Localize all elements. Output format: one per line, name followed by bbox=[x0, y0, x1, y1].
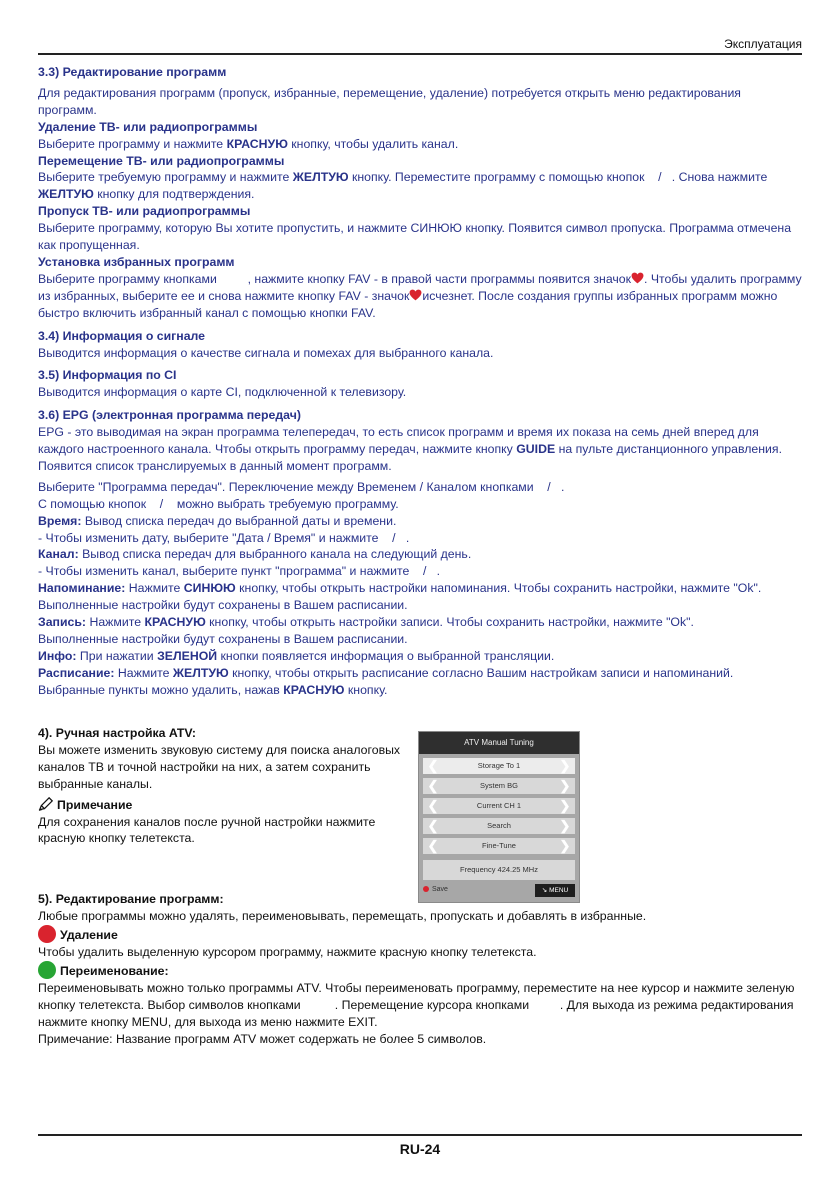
epg-select-text: Выберите "Программа передач". Переключение между Временем / Каналом кнопками / . bbox=[38, 479, 565, 494]
epg-schedule: Расписание: Нажмите ЖЕЛТУЮ кнопку, чтобы открыть расписание согласно Вашим настройкам записи и напоминаний. bbox=[38, 665, 734, 680]
move-text: Выберите требуемую программу и нажмите ЖЕЛТУЮ кнопку. Переместите программу с помощью кнопок / . Снова нажмите ЖЕЛТУЮ кнопку для подтверждения. bbox=[38, 170, 768, 202]
atv-manual-tuning-menu bbox=[418, 731, 580, 903]
rename-text: Переименовывать можно только программы ATV. Чтобы переименовать программу, переместите на нее курсор и нажмите зеленую кнопку телетекста. Выбор символов кнопками . Перемещение курсора кнопками . Для выхода из режима редактирования нажмите кнопку MENU, для выхода из меню нажмите EXIT. bbox=[38, 980, 795, 1029]
epg-reminder: Напоминание: Нажмите СИНЮЮ кнопку, чтобы открыть настройки напоминания. Чтобы сохранить настройки, нажмите "Ok". bbox=[38, 581, 762, 596]
epg-channel: Канал: Вывод списка передач для выбранного канала на следующий день. bbox=[38, 547, 472, 562]
epg-time: Время: Вывод списка передач до выбранной даты и времени. bbox=[38, 513, 397, 528]
section-3-5-heading: 3.5) Информация по CI bbox=[38, 368, 177, 383]
pencil-icon bbox=[38, 797, 54, 811]
chevron-right-icon[interactable]: ❯ bbox=[559, 758, 571, 773]
move-heading: Перемещение ТВ- или радиопрограммы bbox=[38, 153, 285, 168]
page-header: Эксплуатация bbox=[724, 37, 802, 51]
chevron-right-icon[interactable]: ❯ bbox=[559, 838, 571, 853]
section-3-4-text: Выводится информация о качестве сигнала и помехах для выбранного канала. bbox=[38, 345, 494, 360]
chevron-right-icon[interactable]: ❯ bbox=[559, 798, 571, 813]
tv-menu-row[interactable]: ❮ Search ❯ bbox=[423, 818, 575, 834]
tv-menu-row[interactable]: ❮ Fine-Tune ❯ bbox=[423, 838, 575, 854]
section-3-4-heading: 3.4) Информация о сигнале bbox=[38, 328, 206, 343]
footer-divider bbox=[38, 1134, 802, 1136]
epg-choose-text: С помощью кнопок / можно выбрать требуемую программу. bbox=[38, 496, 399, 511]
tv-menu-title: ATV Manual Tuning bbox=[419, 732, 579, 754]
section-3-5-text: Выводится информация о карте CI, подключенной к телевизору. bbox=[38, 385, 407, 400]
note-text: Для сохранения каналов после ручной настройки нажмите красную кнопку телетекста. bbox=[38, 814, 376, 846]
delete-item-text: Чтобы удалить выделенную курсором программу, нажмите красную кнопку телетекста. bbox=[38, 945, 537, 960]
tv-menu-row[interactable]: ❮ Current CH 1 ❯ bbox=[423, 798, 575, 814]
note-heading: Примечание bbox=[38, 797, 410, 814]
favorites-heading: Установка избранных программ bbox=[38, 254, 235, 269]
delete-heading: Удаление ТВ- или радиопрограммы bbox=[38, 119, 258, 134]
epg-channel-hint: - Чтобы изменить канал, выберите пункт "программа" и нажмите / . bbox=[38, 564, 441, 579]
chevron-left-icon[interactable]: ❮ bbox=[427, 818, 439, 833]
red-button-icon bbox=[38, 925, 56, 943]
skip-text: Выберите программу, которую Вы хотите пропустить, и нажмите СИНЮЮ кнопку. Появится символ пропуска. Программа отмечена как пропущенная. bbox=[38, 221, 792, 253]
chevron-right-icon[interactable]: ❯ bbox=[559, 818, 571, 833]
tv-frequency: Frequency 424.25 MHz bbox=[423, 860, 575, 880]
epg-time-hint: - Чтобы изменить дату, выберите "Дата / Время" и нажмите / . bbox=[38, 530, 410, 545]
tv-menu-button[interactable]: ↘ MENU bbox=[535, 884, 575, 897]
red-dot-icon bbox=[423, 886, 429, 892]
tv-save-hint: Save bbox=[423, 886, 448, 893]
tv-menu-row[interactable]: ❮ System BG ❯ bbox=[423, 778, 575, 794]
chevron-left-icon[interactable]: ❮ bbox=[427, 758, 439, 773]
section-5-intro: Любые программы можно удалять, переименовывать, перемещать, пропускать и добавлять в избранные. bbox=[38, 909, 647, 924]
heart-icon bbox=[631, 272, 644, 284]
page-number: RU-24 bbox=[399, 1141, 441, 1157]
epg-info: Инфо: При нажатии ЗЕЛЕНОЙ кнопки появляется информация о выбранной трансляции. bbox=[38, 648, 555, 663]
epg-schedule-note: Выбранные пункты можно удалить, нажав КРАСНУЮ кнопку. bbox=[38, 682, 388, 697]
delete-text: Выберите программу и нажмите КРАСНУЮ кнопку, чтобы удалить канал. bbox=[38, 136, 459, 151]
rename-note: Примечание: Название программ ATV может содержать не более 5 символов. bbox=[38, 1031, 487, 1046]
section-4-heading: 4). Ручная настройка ATV: bbox=[38, 726, 197, 740]
chevron-left-icon[interactable]: ❮ bbox=[427, 798, 439, 813]
epg-record: Запись: Нажмите КРАСНУЮ кнопку, чтобы открыть настройки записи. Чтобы сохранить настройки, нажмите "Ok". bbox=[38, 615, 694, 630]
chevron-left-icon[interactable]: ❮ bbox=[427, 778, 439, 793]
section-3-3-heading: 3.3) Редактирование программ bbox=[38, 65, 227, 79]
section-5-heading: 5). Редактирование программ: bbox=[38, 892, 224, 907]
section-3-3-intro: Для редактирования программ (пропуск, избранные, перемещение, удаление) потребуется открыть меню редактирования программ. bbox=[38, 85, 741, 117]
epg-intro: EPG - это выводимая на экран программа телепередач, то есть список программ и время их показа на семь дней вперед для каждого настроенного канала. Чтобы открыть программу передач, нажмите кнопку GUIDE на пульте дистанционного управления. Появится список транслируемых в данный момент программ. bbox=[38, 425, 782, 473]
green-button-icon bbox=[38, 961, 56, 979]
main-content bbox=[38, 58, 802, 699]
header-divider bbox=[38, 53, 802, 55]
chevron-left-icon[interactable]: ❮ bbox=[427, 838, 439, 853]
skip-heading: Пропуск ТВ- или радиопрограммы bbox=[38, 204, 251, 219]
favorites-text: Выберите программу кнопками , нажмите кнопку FAV - в правой части программы появится значок . Чтобы удалить программу из избранных, выберите ее и снова нажмите кнопку FAV - значок исчезнет. После создания группы избранных программ можно быстро включить избранный канал с помощью кнопки FAV. bbox=[38, 271, 802, 320]
tv-menu-row[interactable]: ❮ Storage To 1 ❯ bbox=[423, 758, 575, 774]
rename-heading: Переименование: bbox=[38, 961, 802, 980]
epg-reminder-note: Выполненные настройки будут сохранены в Вашем расписании. bbox=[38, 598, 408, 613]
epg-record-note: Выполненные настройки будут сохранены в Вашем расписании. bbox=[38, 632, 408, 646]
section-4-text: Вы можете изменить звуковую систему для поиска аналоговых каналов ТВ и точной настройки на них, а затем сохранить выбранные каналы. bbox=[38, 742, 401, 791]
delete-item-heading: Удаление bbox=[38, 925, 802, 944]
section-3-6-heading: 3.6) EPG (электронная программа передач) bbox=[38, 408, 301, 423]
heart-icon bbox=[409, 289, 422, 301]
chevron-right-icon[interactable]: ❯ bbox=[559, 778, 571, 793]
